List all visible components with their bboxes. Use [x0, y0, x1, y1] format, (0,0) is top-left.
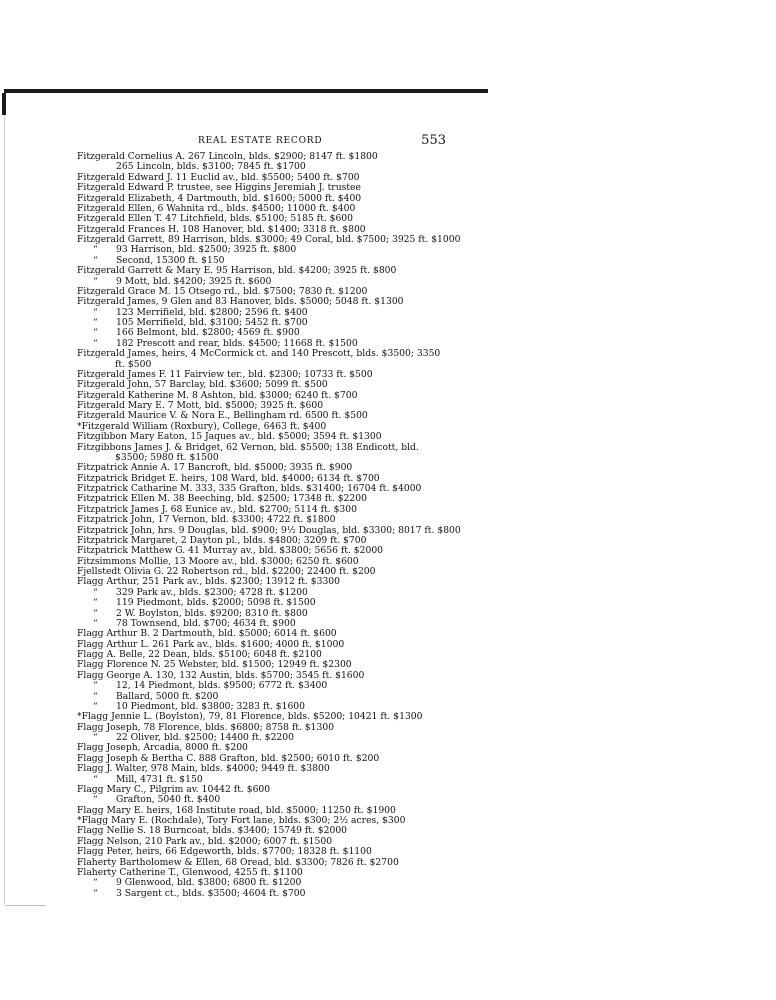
ditto-mark: “ — [93, 607, 98, 619]
entry-text: Mill, 4731 ft. $150 — [116, 773, 203, 785]
ditto-mark: “ — [93, 732, 98, 743]
entry-text: *Flagg Mary E. (Rochdale), Tory Fort lane, blds. $300; 2½ acres, $300 — [77, 815, 406, 826]
entry-text: Fitzgerald Garrett, 89 Harrison, blds. $3000; 49 Coral, bld. $7500; 3925 ft. $1000 — [77, 234, 461, 245]
page-header — [198, 135, 448, 149]
entry-text: Fitzgerald Edward P. trustee, see Higgins Jeremiah J. trustee — [77, 182, 361, 194]
entry-text: Fjellstedt Olivia G. 22 Robertson rd., bld. $2200; 22400 ft. $200 — [77, 566, 376, 577]
ditto-mark: “ — [93, 877, 98, 889]
entry-text: Fitzgerald James, 9 Glen and 83 Hanover, blds. $5000; 5048 ft. $1300 — [77, 296, 404, 308]
entry-text: Fitzpatrick John, 17 Vernon, bld. $3300; 4722 ft. $1800 — [77, 514, 336, 526]
entry-text: Fitzpatrick Ellen M. 38 Beeching, bld. $2500; 17348 ft. $2200 — [77, 493, 367, 505]
ditto-mark: “ — [93, 254, 98, 266]
top-border-rule — [4, 89, 488, 93]
bottom-edge-mark — [6, 905, 46, 906]
ditto-mark: “ — [93, 317, 98, 328]
ditto-mark: “ — [93, 680, 98, 692]
entry-text: Flagg Florence N. 25 Webster, bld. $1500; 12949 ft. $2300 — [77, 659, 352, 671]
entry-text: Flagg Joseph & Bertha C. 888 Grafton, bld. $2500; 6010 ft. $200 — [77, 752, 380, 764]
entry-text: Second, 15300 ft. $150 — [116, 254, 225, 266]
entry-text: 105 Merrifield, bld. $3100; 5452 ft. $700 — [116, 317, 308, 328]
entry-text: Flagg J. Walter, 978 Main, blds. $4000; 9449 ft. $3800 — [77, 763, 330, 775]
entry-text: Fitzgerald Ellen T. 47 Litchfield, blds. $5100; 5185 ft. $600 — [77, 213, 353, 225]
entry-text: 10 Piedmont, bld. $3800; 3283 ft. $1600 — [116, 700, 305, 712]
entry-text: Fitzgerald Frances H. 108 Hanover, bld. $1400; 3318 ft. $800 — [77, 223, 366, 235]
entry-text: 329 Park av., blds. $2300; 4728 ft. $1200 — [116, 586, 308, 598]
entry-text: 119 Piedmont, blds. $2000; 5098 ft. $1500 — [116, 597, 316, 609]
entry-text: 182 Prescott and rear, blds. $4500; 11668 ft. $1500 — [116, 337, 358, 349]
record-entries — [77, 151, 461, 899]
page-number: 553 — [421, 133, 446, 148]
entry-text: Fitzgerald James F. 11 Fairview ter., bld. $2300; 10733 ft. $500 — [77, 368, 373, 380]
entry-text: Fitzgibbons James J. & Bridget, 62 Vernon, bld. $5500; 138 Endicott, bld. $3500; 5980 ft. $1500 — [77, 441, 419, 463]
entry-text: *Flagg Jennie L. (Boylston), 79, 81 Florence, blds. $5200; 10421 ft. $1300 — [77, 711, 423, 723]
entry-text: Fitzgerald Ellen, 6 Wahnita rd., blds. $4500; 11000 ft. $400 — [77, 202, 356, 214]
entry-text: Fitzpatrick Bridget E. heirs, 108 Ward, bld. $4000; 6134 ft. $700 — [77, 472, 380, 484]
entry-text: Fitzgibbon Mary Eaton, 15 Jaques av., bld. $5000; 3594 ft. $1300 — [77, 431, 382, 443]
entry-text: Fitzpatrick Matthew G. 41 Murray av., bld. $3800; 5656 ft. $2000 — [77, 545, 384, 557]
entry-text: Fitzpatrick Annie A. 17 Bancroft, bld. $5000; 3935 ft. $900 — [77, 462, 353, 474]
entry-text: Flagg Mary E. heirs, 168 Institute road, bld. $5000; 11250 ft. $1900 — [77, 804, 396, 816]
entry-text: Flagg Joseph, 78 Florence, blds. $6800; 8758 ft. $1300 — [77, 721, 335, 733]
entry-text: Fitzgerald Garrett & Mary E. 95 Harrison, bld. $4200; 3925 ft. $800 — [77, 265, 397, 277]
entry-text: 123 Merrifield, bld. $2800; 2596 ft. $400 — [116, 306, 308, 318]
entry-text: Flaherty Catherine T., Glenwood, 4255 ft. $1100 — [77, 866, 303, 878]
ditto-mark: “ — [93, 275, 98, 287]
entry-text: Fitzpatrick Margaret, 2 Dayton pl., blds. $4800; 3209 ft. $700 — [77, 534, 367, 546]
entry-text: Fitzgerald Maurice V. & Nora E., Bellingham rd. 6500 ft. $500 — [77, 410, 368, 422]
entry-text: 2 W. Boylston, blds. $9200; 8310 ft. $800 — [116, 607, 308, 619]
ditto-mark: “ — [93, 617, 98, 629]
ditto-mark: “ — [93, 306, 98, 318]
entry-text: Flagg Nelson, 210 Park av., bld. $2000; 6007 ft. $1500 — [77, 835, 333, 847]
ditto-mark: “ — [93, 327, 98, 339]
ditto-mark: “ — [93, 700, 98, 712]
ditto-mark: “ — [93, 887, 98, 899]
entry-text: Fitzgerald James, heirs, 4 McCormick ct. and 140 Prescott, blds. $3500; 3350 ft. $500 — [77, 348, 441, 370]
entry-text: 9 Mott, bld. $4200; 3925 ft. $600 — [116, 275, 272, 287]
entry-text: Fitzgerald Edward J. 11 Euclid av., bld. $5500; 5400 ft. $700 — [77, 171, 360, 183]
entry-text: Flagg Mary C., Pilgrim av. 10442 ft. $600 — [77, 783, 271, 795]
entry-text: Fitzgerald Elizabeth, 4 Dartmouth, bld. $1600; 5000 ft. $400 — [77, 192, 362, 204]
entry-text: Flagg Arthur L. 261 Park av., blds. $1600; 4000 ft. $1000 — [77, 638, 345, 650]
entry-text: 78 Townsend, bld. $700; 4634 ft. $900 — [116, 617, 296, 629]
entry-text: 166 Belmont, bld. $2800; 4569 ft. $900 — [116, 327, 300, 339]
entry-text: Fitzgerald Katherine M. 8 Ashton, bld. $3000; 6240 ft. $700 — [77, 389, 358, 401]
entry-text: 22 Oliver, bld. $2500; 14400 ft. $2200 — [116, 732, 294, 743]
ditto-mark: “ — [93, 244, 98, 256]
entry-text: Flagg Arthur, 251 Park av., blds. $2300; 13912 ft. $3300 — [77, 576, 340, 588]
record-entry — [77, 443, 452, 464]
entry-text: Flaherty Bartholomew & Ellen, 68 Oread, bld. $3300; 7826 ft. $2700 — [77, 856, 399, 868]
left-page-edge — [4, 115, 5, 905]
entry-text: 3 Sargent ct., blds. $3500; 4604 ft. $700 — [116, 887, 306, 899]
entry-text: Fitzgerald John, 57 Barclay, bld. $3600; 5099 ft. $500 — [77, 379, 328, 391]
left-binding-mark — [2, 93, 6, 115]
entry-text: Fitzpatrick James J. 68 Eunice av., bld. $2700; 5114 ft. $300 — [77, 503, 357, 515]
entry-text: Flagg A. Belle, 22 Dean, blds. $5100; 6048 ft. $2100 — [77, 649, 322, 660]
entry-text: Flagg Nellie S. 18 Burncoat, blds. $3400; 15749 ft. $2000 — [77, 825, 348, 837]
ditto-mark: “ — [93, 794, 98, 806]
entry-text: Fitzsimmons Mollie, 13 Moore av., bld. $3000; 6250 ft. $600 — [77, 555, 359, 567]
entry-text: Flagg Joseph, Arcadia, 8000 ft. $200 — [77, 742, 248, 754]
entry-text: Fitzpatrick John, hrs. 9 Douglas, bld. $900; 9½ Douglas, bld. $3300; 8017 ft. $800 — [77, 524, 461, 536]
ditto-mark: “ — [93, 690, 98, 702]
running-head: REAL ESTATE RECORD — [198, 136, 323, 146]
record-entry — [77, 349, 452, 370]
ditto-mark: “ — [93, 597, 98, 609]
entry-text: Fitzgerald Mary E. 7 Mott, bld. $5000; 3925 ft. $600 — [77, 400, 324, 411]
entry-text: 9 Glenwood, bld. $3800; 6800 ft. $1200 — [116, 877, 302, 889]
entry-text: Fitzgerald Cornelius A. 267 Lincoln, blds. $2900; 8147 ft. $1800 — [77, 151, 378, 162]
ditto-mark: “ — [93, 586, 98, 598]
record-continuation — [77, 889, 452, 899]
entry-text: Fitzgerald Grace M. 15 Otsego rd., bld. $7500; 7830 ft. $1200 — [77, 285, 368, 297]
entry-text: *Fitzgerald William (Roxbury), College, 6463 ft. $400 — [77, 420, 327, 432]
ditto-mark: “ — [93, 773, 98, 785]
entry-text: 93 Harrison, bld. $2500; 3925 ft. $800 — [116, 244, 297, 256]
ditto-mark: “ — [93, 337, 98, 349]
entry-text: Flagg George A. 130, 132 Austin, blds. $5700; 3545 ft. $1600 — [77, 669, 365, 681]
entry-text: Ballard, 5000 ft. $200 — [116, 690, 219, 702]
entry-text: 12, 14 Piedmont, blds. $9500; 6772 ft. $3400 — [116, 680, 328, 692]
entry-text: Flagg Peter, heirs, 66 Edgeworth, blds. $7700; 18328 ft. $1100 — [77, 846, 372, 858]
entry-text: 265 Lincoln, blds. $3100; 7845 ft. $1700 — [116, 161, 306, 173]
entry-text: Fitzpatrick Catharine M. 333, 335 Grafton, blds. $31400; 16704 ft. $4000 — [77, 483, 422, 494]
entry-text: Grafton, 5040 ft. $400 — [116, 794, 221, 806]
entry-text: Flagg Arthur B. 2 Dartmouth, bld. $5000; 6014 ft. $600 — [77, 628, 337, 640]
